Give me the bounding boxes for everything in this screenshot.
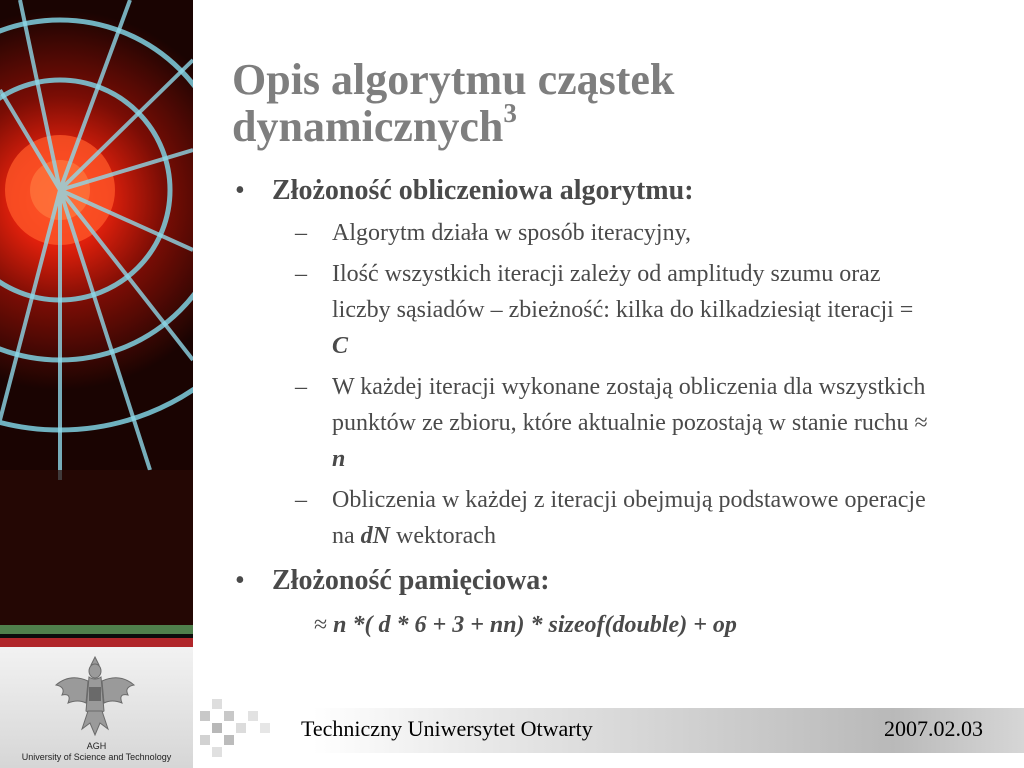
bullet-label: Złożoność obliczeniowa algorytmu: bbox=[272, 175, 694, 206]
slide-title bbox=[232, 56, 932, 150]
subitem-text-after: wektorach bbox=[390, 523, 496, 549]
subitem-text: W każdej iteracji wykonane zostają obliczenia dla wszystkich punktów ze zbioru, które aktualnie pozostają w stanie ruchu ≈ bbox=[332, 374, 928, 436]
decorative-squares-icon bbox=[196, 697, 292, 761]
footer-institution: Techniczny Uniwersytet Otwarty bbox=[301, 716, 593, 741]
bullet-computational-complexity bbox=[232, 172, 992, 210]
bullet-mark: • bbox=[235, 565, 245, 596]
side-photo-illustration bbox=[0, 0, 193, 625]
formula-prefix: ≈ bbox=[314, 612, 334, 638]
dash-mark: – bbox=[295, 261, 307, 287]
dash-mark: – bbox=[295, 374, 307, 400]
subitem-text: Ilość wszystkich iteracji zależy od amplitudy szumu oraz liczby sąsiadów – zbieżność: kilka do kilkadziesiąt iteracji = bbox=[332, 261, 914, 323]
subitem-vector-ops bbox=[232, 482, 932, 554]
subitem-emphasis: C bbox=[332, 333, 349, 359]
memory-formula bbox=[232, 607, 992, 643]
subitem-per-iteration bbox=[232, 369, 932, 477]
side-decor-panel bbox=[0, 0, 193, 768]
logo-short-name: AGH bbox=[86, 741, 107, 751]
agh-eagle-emblem-icon bbox=[52, 651, 138, 741]
slide-body bbox=[232, 172, 992, 643]
subitem-emphasis: dN bbox=[360, 523, 390, 549]
title-superscript: 3 bbox=[503, 98, 517, 129]
bullet-mark: • bbox=[235, 175, 245, 206]
dash-mark: – bbox=[295, 487, 307, 513]
subitem-text-before: Obliczenia w każdej z iteracji obejmują podstawowe operacje na bbox=[332, 487, 926, 549]
red-stripe bbox=[0, 638, 193, 647]
bullet-label: Złożoność pamięciowa: bbox=[272, 565, 550, 596]
dash-mark: – bbox=[295, 220, 307, 246]
logo-full-name: University of Science and Technology bbox=[21, 752, 172, 762]
footer-date: 2007.02.03 bbox=[884, 716, 983, 741]
subitem-text: Algorytm działa w sposób iteracyjny, bbox=[332, 220, 692, 246]
slide-title-text: Opis algorytmu cząstek dynamicznych bbox=[232, 55, 675, 151]
formula-text: n *( d * 6 + 3 + nn) * sizeof(double) + op bbox=[333, 612, 737, 638]
agh-logo-area bbox=[0, 647, 193, 768]
green-stripe bbox=[0, 625, 193, 634]
bullet-memory-complexity bbox=[232, 562, 992, 600]
subitem-iteration-count bbox=[232, 256, 932, 364]
subitem-iterative bbox=[232, 215, 932, 251]
subitem-emphasis: n bbox=[332, 446, 346, 472]
